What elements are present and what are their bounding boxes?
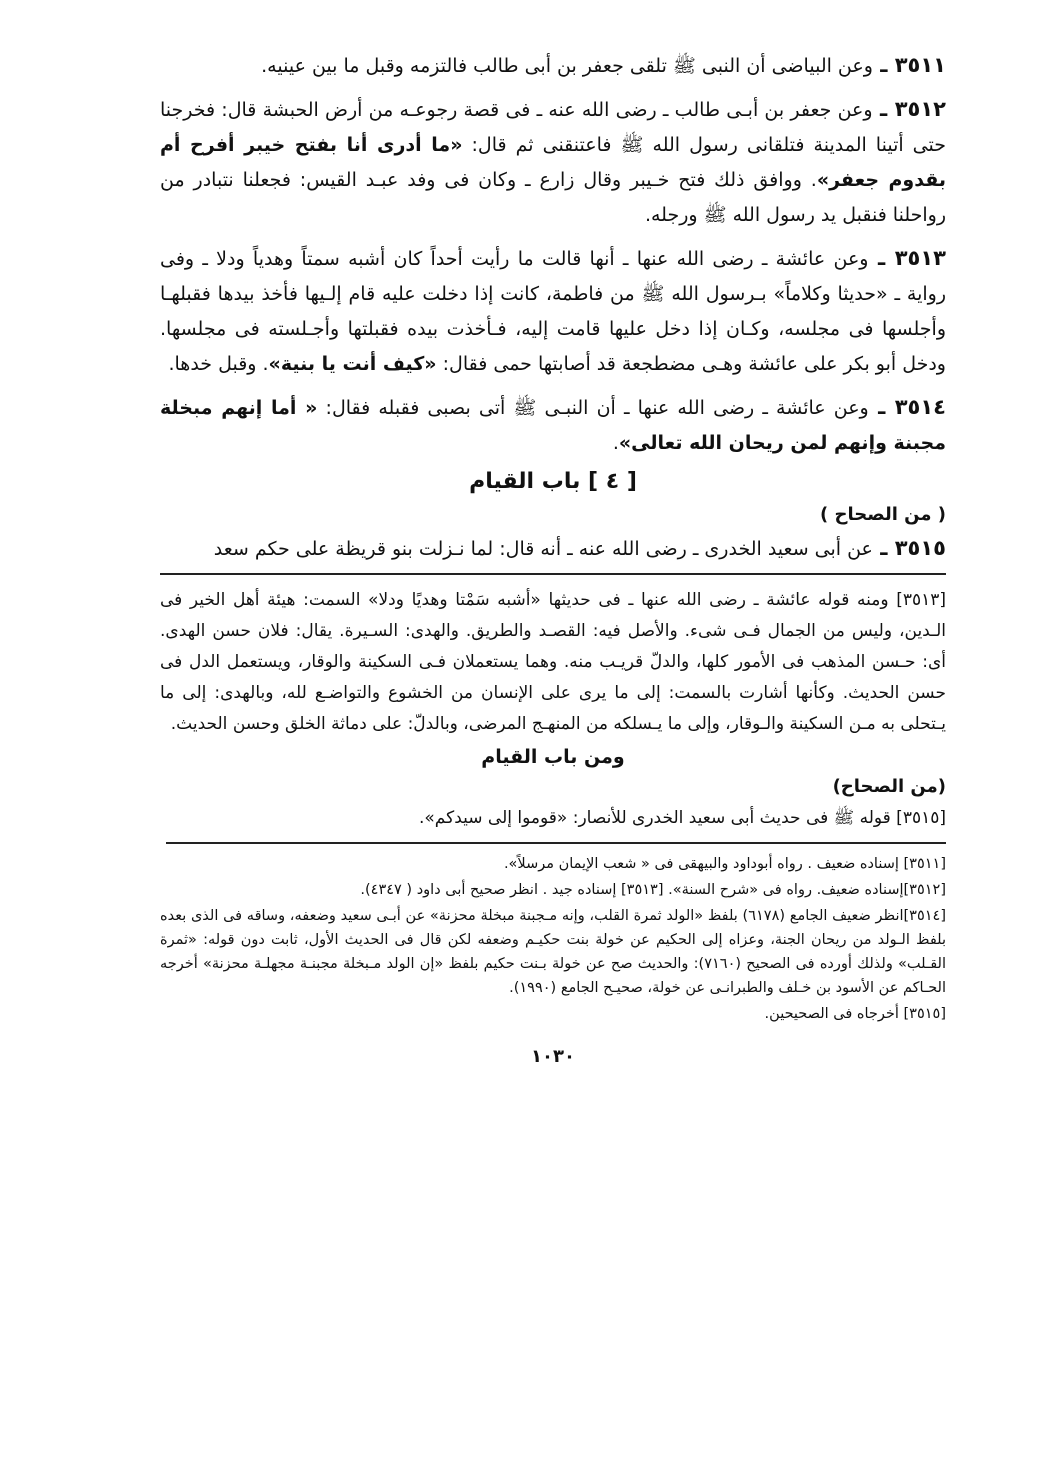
hadith-number: ٣٥١١ <box>894 53 946 77</box>
hadith-3515: ٣٥١٥ ـ عن أبى سعيد الخدرى ـ رضى الله عنه ـ أنه قال: لما نـزلت بنو قريظة على حكم سعد <box>213 536 946 560</box>
hadith-text: وعن جعفر بن أبـى طالب ـ رضى الله عنه ـ فى قصة رجوعـه من أرض الحبشة قال: فخرجنا حتى أتينا المدينة فتلقانى رسول الله ﷺ فاعتنقنى ثم قال: <box>160 99 946 156</box>
hadith-3513: ٣٥١٣ ـ وعن عائشة ـ رضى الله عنها ـ أنها قالت ما رأيت أحداً كان أشبه سمتاً وهدياً ودلا ـ وفى رواية ـ «حديثا وكلاماً» بـرسول الله ﷺ من فاطمة، كانت إذا دخلت عليه قام إلـيها فأخذ بيدها فقبلهـا وأجلسها فى مجلسه، وكـان إذا دخل عليها قامت إليه، فـأخذت بيده فقبلتها وأجـلسته فى مجلسها. ودخل أبو بكر على عائشة وهـى مضطجعة قد أصابتها حمى فقال: «كيف أنت يا بنية». وقبل خدها. <box>160 246 946 375</box>
page-body <box>160 48 946 1067</box>
footnote: [٣٥١٢]إسناده ضعيف. رواه فى «شرح السنة». [٣٥١٣] إسناده جيد . انظر صحيح أبى داود ( ٤٣٤٧). <box>360 882 946 898</box>
hadith-tail: . <box>612 432 619 454</box>
hadith-text: وعن عائشة ـ رضى الله عنها ـ أن النبـى ﷺ أتى بصبى فقبله فقال: <box>325 397 869 419</box>
commentary-paragraph-3515: [٣٥١٥] قوله ﷺ فى حديث أبى سعيد الخدرى للأنصار: «قوموا إلى سيدكم». <box>419 808 946 828</box>
hadith-quote: «ما أدرى أنا بفتح خيبر أفرح أم بقدوم جعفر» <box>160 134 946 191</box>
hadith-quote: «كيف أنت يا بنية» <box>268 353 437 375</box>
commentary-chapter-title: ومن باب القيام <box>481 746 625 768</box>
hadith-3514: ٣٥١٤ ـ وعن عائشة ـ رضى الله عنها ـ أن النبـى ﷺ أتى بصبى فقبله فقال: « أما إنهم مبخلة مجبنة وإنهم لمن ريحان الله تعالى». <box>160 395 946 454</box>
hadith-number: ٣٥١٣ <box>894 246 946 270</box>
hadith-tail: . وقبل خدها. <box>168 353 269 375</box>
footnote-divider <box>166 842 946 844</box>
hadith-number: ٣٥١٤ <box>894 395 946 419</box>
footnote: [٣٥١٥] أخرجاه فى الصحيحين. <box>764 1006 946 1022</box>
footnotes <box>160 852 946 1026</box>
hadith-text: وعن عائشة ـ رضى الله عنها ـ أنها قالت ما رأيت أحداً كان أشبه سمتاً وهدياً ودلا ـ وفى رواية ـ «حديثا وكلاماً» بـرسول الله ﷺ من فاطمة، كانت إذا دخلت عليه قام إلـيها فأخذ بيدها فقبلهـا وأجلسها فى مجلسه، وكـان إذا دخل عليها قامت إليه، فـأخذت بيده فقبلتها وأجـلسته فى مجلسها. ودخل أبو بكر على عائشة وهـى مضطجعة قد أصابتها حمى فقال: <box>160 248 946 375</box>
hadith-quote: « أما إنهم مبخلة مجبنة وإنهم لمن ريحان الله تعالى» <box>160 397 946 454</box>
footnote: [٣٥١١] إسناده ضعيف . رواه أبوداود والبيهقى فى « شعب الإيمان مرسلاً». <box>503 856 946 872</box>
hadith-number: ٣٥١٢ <box>894 97 946 121</box>
hadith-text: عن أبى سعيد الخدرى ـ رضى الله عنه ـ أنه قال: لما نـزلت بنو قريظة على حكم سعد <box>213 538 873 560</box>
hadith-text: وعن البياضى أن النبى ﷺ تلقى جعفر بن أبى طالب فالتزمه وقبل ما بين عينيه. <box>261 55 873 77</box>
page-number: ١٠٣٠ <box>531 1046 575 1067</box>
hadith-3512: ٣٥١٢ ـ وعن جعفر بن أبـى طالب ـ رضى الله عنه ـ فى قصة رجوعـه من أرض الحبشة قال: فخرجنا حتى أتينا المدينة فتلقانى رسول الله ﷺ فاعتنقنى ثم قال: «ما أدرى أنا بفتح خيبر أفرح أم بقدوم جعفر». ووافق ذلك فتح خـيبر وقال زارع ـ وكان فى وفد عبـد القيس: فجعلنا نتبادر من رواحلنا فنقبل يد رسول الله ﷺ ورجله. <box>160 97 946 226</box>
section-subheading: ( من الصحاح ) <box>820 504 946 525</box>
footnote: [٣٥١٤]انظر ضعيف الجامع (٦١٧٨) بلفظ «الولد ثمرة القلب، وإنه مـجبنة مبخلة محزنة» عن أبـى سعيد وضعفه، وساقه فى الذى بعده بلفظ الـولد من ريحان الجنة، وعزاه إلى الحكيم عن خولة بنت حكيـم وضعفه لكن قال فى الحديث الأول، ثابت دون قوله: «ثمرة القـلب» ولذلك أورده فى الصحيح (٧١٦٠): والحديث صح عن خولة بـنت حكيم بلفظ «إن الولد مـبخلة مجبنـة مجهلـة محزنة» أخرجه الحـاكم عن الأسود بن خـلف والطبرانـى عن خولة، صحيـح الجامع (١٩٩٠). <box>160 908 946 996</box>
hadith-tail: . ووافق ذلك فتح خـيبر وقال زارع ـ وكان فى وفد عبـد القيس: فجعلنا نتبادر من رواحلنا فنقبل يد رسول الله ﷺ ورجله. <box>160 169 946 226</box>
commentary-paragraph: [٣٥١٣] ومنه قوله عائشة ـ رضى الله عنها ـ فى حديثها «أشبه سَمْتا وهديًا ودلا» السمت: هيئة أهل الخير فى الـدين، وليس من الجمال فـى شىء. والأصل فيه: القصـد والطريق. والهدى: السـيرة. يقال: فلان حسن الهدى. أى: حـسن المذهب فى الأمور كلها، والدلّ قريـب منه. وهما يستعملان فـى السكينة والوقار، ويستعمل الدل فى حسن الحديث. وكأنها أشارت بالسمت: إلى ما يرى على الإنسان من الخشوع والتواضـع لله، وبالهدى: إلى ما يـتحلى به مـن السكينة والـوقار، وإلى ما يـسلكه من المنهـج المرضى، وبالدلّ: على دماثة الخلق وحسن الحديث. <box>160 590 946 734</box>
hadith-3511: ٣٥١١ ـ وعن البياضى أن النبى ﷺ تلقى جعفر بن أبى طالب فالتزمه وقبل ما بين عينيه. <box>261 53 946 77</box>
chapter-title: [ ٤ ] باب القيام <box>469 469 637 494</box>
hadith-number: ٣٥١٥ <box>894 536 946 560</box>
commentary-subheading: (من الصحاح) <box>832 776 946 797</box>
commentary-divider <box>160 573 946 575</box>
